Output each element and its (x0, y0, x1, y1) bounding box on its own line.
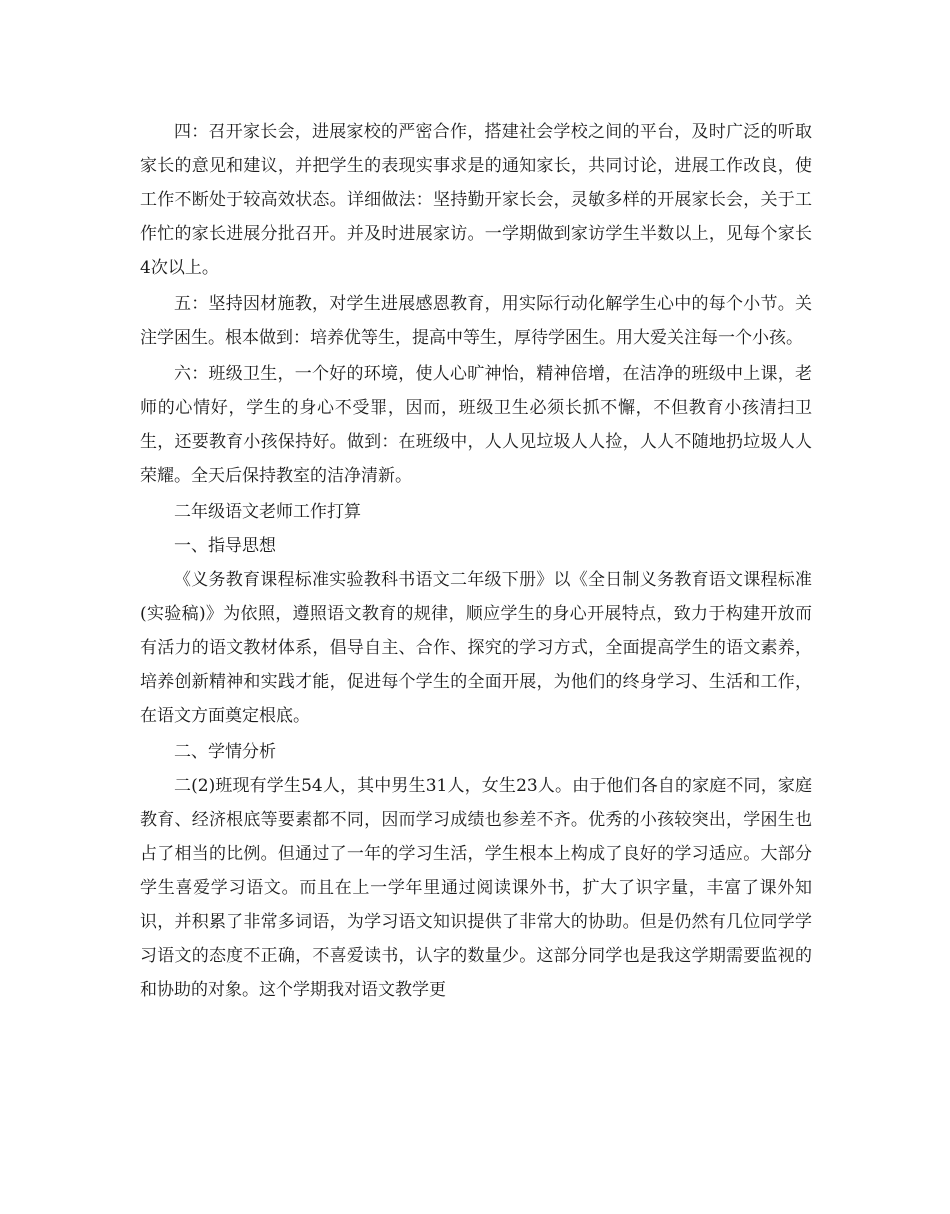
paragraph-individualized-teaching: 五：坚持因材施教，对学生进展感恩教育，用实际行动化解学生心中的每个小节。关注学困生。根本做到：培养优等生，提高中等生，厚待学困生。用大爱关注每一个小孩。 (140, 294, 812, 348)
document-body (140, 115, 812, 1009)
heading-student-analysis: 二、学情分析 (174, 742, 276, 762)
paragraph-parent-meetings: 四：召开家长会，进展家校的严密合作，搭建社会学校之间的平台，及时广泛的听取家长的意见和建议，并把学生的表现实事求是的通知家长，共同讨论，进展工作改良，使工作不断处于较高效状态。详细做法：坚持勤开家长会，灵敏多样的开展家长会，关于工作忙的家长进展分批召开。并及时进展家访。一学期做到家访学生半数以上，见每个家长4次以上。 (140, 122, 812, 278)
heading-guiding-ideology: 一、指导思想 (174, 536, 276, 556)
paragraph-student-analysis: 二(2)班现有学生54人，其中男生31人，女生23人。由于他们各自的家庭不同，家庭教育、经济根底等要素都不同，因而学习成绩也参差不齐。优秀的小孩较突出，学困生也占了相当的比例。但通过了一年的学习生活，学生根本上构成了良好的学习适应。大部分学生喜爱学习语文。而且在上一学年里通过阅读课外书，扩大了识字量，丰富了课外知识，并积累了非常多词语，为学习语文知识提供了非常大的协助。但是仍然有几位同学学习语文的态度不正确，不喜爱读书，认字的数量少。这部分同学也是我这学期需要监视的和协助的对象。这个学期我对语文教学更 (140, 776, 812, 1000)
section-title-work-plan: 二年级语文老师工作打算 (174, 502, 361, 522)
paragraph-guiding-ideology: 《义务教育课程标准实验教科书语文二年级下册》以《全日制义务教育语文课程标准(实验稿)》为依照，遵照语文教育的规律，顺应学生的身心开展特点，致力于构建开放而有活力的语文教材体系，倡导自主、合作、探究的学习方式，全面提高学生的语文素养，培养创新精神和实践才能，促进每个学生的全面开展，为他们的终身学习、生活和工作，在语文方面奠定根底。 (140, 570, 812, 726)
paragraph-class-hygiene: 六：班级卫生，一个好的环境，使人心旷神怡，精神倍增，在洁净的班级中上课，老师的心情好，学生的身心不受罪，因而，班级卫生必须长抓不懈，不但教育小孩清扫卫生，还要教育小孩保持好。做到：在班级中，人人见垃圾人人捡，人人不随地扔垃圾人人荣耀。全天后保持教室的洁净清新。 (140, 364, 812, 486)
